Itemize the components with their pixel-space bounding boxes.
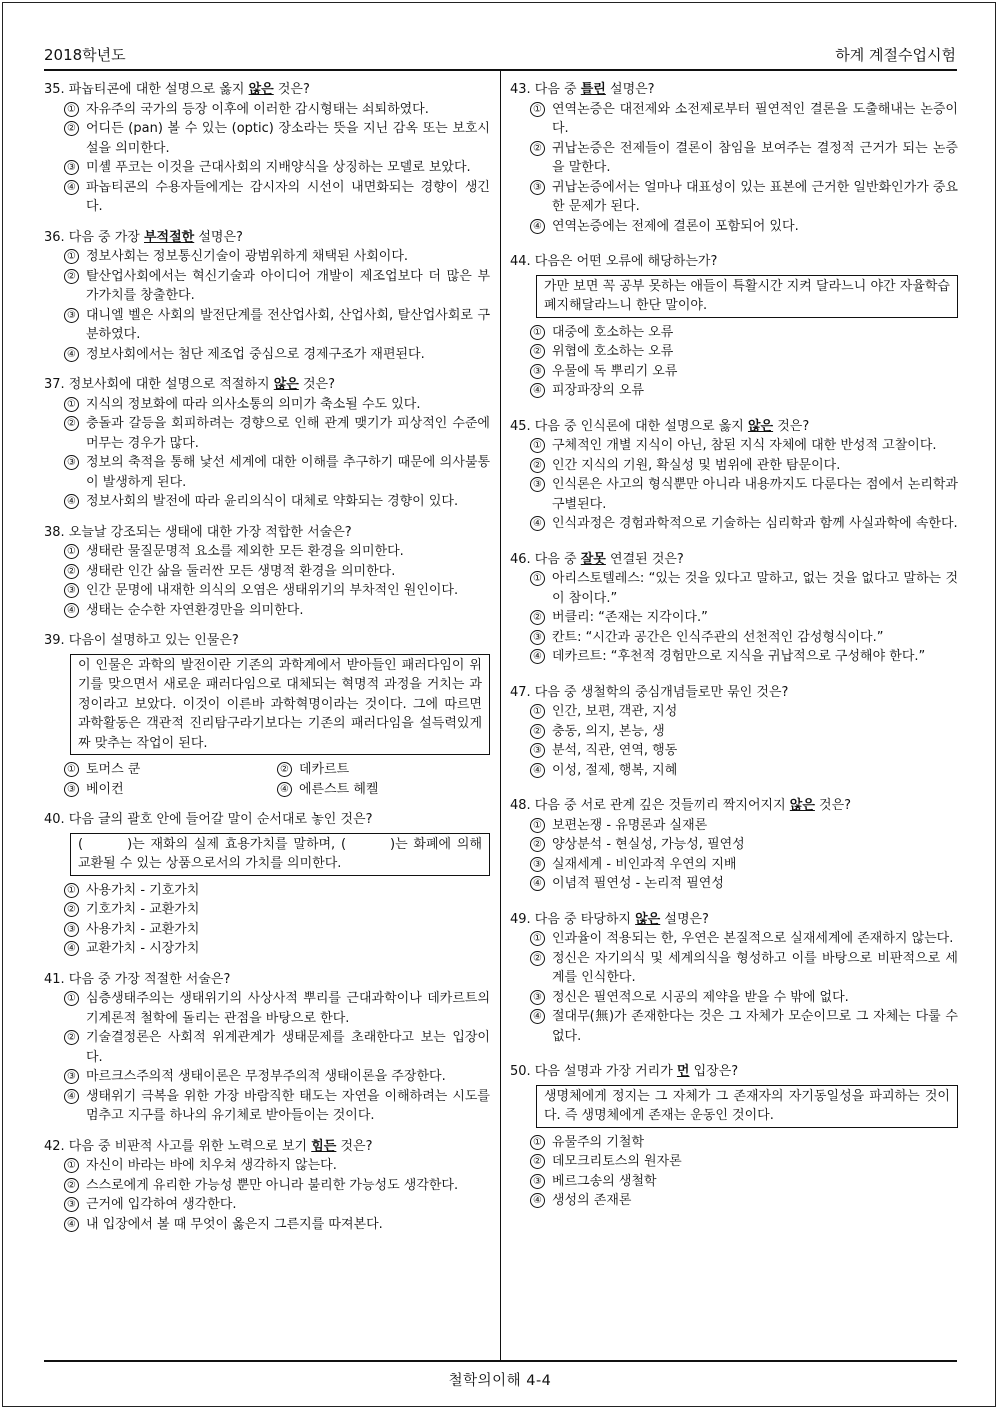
question-title: 37. 정보사회에 대한 설명으로 적절하지 않은 것은? — [44, 377, 335, 392]
question-title: 44. 다음은 어떤 오류에 해당하는가? — [510, 254, 718, 269]
option-4[interactable]: ④ 정보사회에서는 첨단 제조업 중심으로 경제구조가 재편된다. — [64, 345, 490, 365]
option-4[interactable]: ④ 생태는 순수한 자연환경만을 의미한다. — [64, 601, 490, 621]
option-3[interactable]: ③ 근거에 입각하여 생각한다. — [64, 1195, 490, 1215]
option-4[interactable]: ④ 생태위기 극복을 위한 가장 바람직한 태도는 자연을 이해하려는 시도를 멈추고 지구를 하나의 유기체로 받아들이는 것이다. — [64, 1087, 490, 1126]
option-2[interactable]: ② 탈산업사회에서는 혁신기술과 아이디어 개발이 제조업보다 더 많은 부가가치를 창출한다. — [64, 267, 490, 306]
option-2[interactable]: ② 스스로에게 유리한 가능성 뿐만 아니라 불리한 가능성도 생각한다. — [64, 1176, 490, 1196]
option-4[interactable]: ④ 데카르트: “후천적 경험만으로 지식을 귀납적으로 구성해야 한다.” — [530, 647, 958, 667]
question-title: 41. 다음 중 가장 적절한 서술은? — [44, 971, 231, 987]
question-38 — [44, 523, 490, 621]
option-4[interactable]: ④ 생성의 존재론 — [530, 1191, 958, 1211]
option-1[interactable]: ① 자신이 바라는 바에 치우쳐 생각하지 않는다. — [64, 1156, 490, 1176]
option-4[interactable]: ④ 이념적 필연성 - 논리적 필연성 — [530, 874, 958, 894]
question-44 — [510, 252, 958, 401]
options — [64, 542, 490, 620]
options — [64, 247, 490, 364]
header-year: 2018학년도 — [44, 46, 126, 64]
question-45 — [510, 417, 958, 534]
question-50 — [510, 1062, 958, 1211]
option-2[interactable]: ② 정신은 자기의식 및 세계의식을 형성하고 이를 바탕으로 비판적으로 세계를 인식한다. — [530, 949, 958, 988]
option-4[interactable]: ④ 이성, 절제, 행복, 지혜 — [530, 761, 958, 781]
option-4[interactable]: ④ 절대무(無)가 존재한다는 것은 그 자체가 모순이므로 그 자체는 다룰 수 없다. — [530, 1007, 958, 1046]
question-title: 46. 다음 중 잘못 연결된 것은? — [510, 551, 684, 567]
question-title: 45. 다음 중 인식론에 대한 설명으로 옳지 않은 것은? — [510, 418, 810, 434]
question-title: 47. 다음 중 생철학의 중심개념들로만 묶인 것은? — [510, 684, 789, 700]
question-title: 49. 다음 중 타당하지 않은 설명은? — [510, 911, 709, 927]
option-2[interactable]: ② 데모크리토스의 원자론 — [530, 1152, 958, 1172]
option-3[interactable]: ③ 베이컨 — [64, 780, 277, 800]
option-2[interactable]: ② 버클리: “존재는 지각이다.” — [530, 608, 958, 628]
option-4[interactable]: ④ 교환가치 - 시장가치 — [64, 939, 490, 959]
footer-page-number: 철학의이해 4-4 — [448, 1373, 552, 1389]
question-48 — [510, 796, 958, 894]
option-1[interactable]: ① 보편논쟁 - 유명론과 실재론 — [530, 816, 958, 836]
question-title: 35. 파놉티콘에 대한 설명으로 옳지 않은 것은? — [44, 82, 310, 97]
option-3[interactable]: ③ 분석, 직관, 연역, 행동 — [530, 741, 958, 761]
option-3[interactable]: ③ 인식론은 사고의 형식뿐만 아니라 내용까지도 다룬다는 점에서 논리학과 구별된다. — [530, 475, 958, 514]
option-3[interactable]: ③ 칸트: “시간과 공간은 인식주관의 선천적인 감성형식이다.” — [530, 628, 958, 648]
option-3[interactable]: ③ 베르그송의 생철학 — [530, 1172, 958, 1192]
question-title: 40. 다음 글의 괄호 안에 들어갈 말이 순서대로 놓인 것은? — [44, 812, 373, 827]
option-2[interactable]: ② 충돌과 갈등을 회피하려는 경향으로 인해 관계 맺기가 피상적인 수준에 머무는 경우가 많다. — [64, 414, 490, 453]
option-3[interactable]: ③ 대니엘 벨은 사회의 발전단계를 전산업사회, 산업사회, 탈산업사회로 구분하였다. — [64, 306, 490, 345]
option-2[interactable]: ② 어디든 (pan) 볼 수 있는 (optic) 장소라는 뜻을 지닌 감옥 또는 보호시설을 의미한다. — [64, 119, 490, 158]
options — [530, 929, 958, 1046]
options — [530, 1133, 958, 1211]
option-4[interactable]: ④ 연역논증에는 전제에 결론이 포함되어 있다. — [530, 217, 958, 237]
option-4[interactable]: ④ 에른스트 헤켈 — [277, 780, 490, 800]
passage-box: 생명체에게 정지는 그 자체가 그 존재자의 자기동일성을 파괴하는 것이다. 즉 생명체에게 존재는 운동인 것이다. — [536, 1085, 958, 1128]
passage-box: ( )는 재화의 실제 효용가치를 말하며, ( )는 화폐에 의해 교환될 수 있는 상품으로서의 가치를 의미한다. — [70, 833, 490, 876]
option-1[interactable]: ① 지식의 정보화에 따라 의사소통의 의미가 축소될 수도 있다. — [64, 395, 490, 415]
option-2[interactable]: ② 위협에 호소하는 오류 — [530, 342, 958, 362]
option-1[interactable]: ① 연역논증은 대전제와 소전제로부터 필연적인 결론을 도출해내는 논증이다. — [530, 100, 958, 139]
option-1[interactable]: ① 대중에 호소하는 오류 — [530, 323, 958, 343]
option-3[interactable]: ③ 미셸 푸코는 이것을 근대사회의 지배양식을 상징하는 모델로 보았다. — [64, 158, 490, 178]
option-2[interactable]: ② 생태란 인간 삶을 둘러싼 모든 생명적 환경을 의미한다. — [64, 562, 490, 582]
option-1[interactable]: ① 자유주의 국가의 등장 이후에 이러한 감시형태는 쇠퇴하였다. — [64, 100, 490, 120]
options — [530, 569, 958, 667]
option-1[interactable]: ① 토머스 쿤 — [64, 760, 277, 780]
options — [64, 100, 490, 217]
option-1[interactable]: ① 구체적인 개별 지식이 아닌, 참된 지식 자체에 대한 반성적 고찰이다. — [530, 436, 958, 456]
footer-divider — [44, 1360, 957, 1362]
option-1[interactable]: ① 심층생태주의는 생태위기의 사상사적 뿌리를 근대과학이나 데카르트의 기계론적 철학에 돌리는 관점을 바탕으로 한다. — [64, 989, 490, 1028]
options — [64, 395, 490, 512]
option-2[interactable]: ② 양상분석 - 현실성, 가능성, 필연성 — [530, 835, 958, 855]
question-36 — [44, 228, 490, 365]
question-35 — [44, 80, 490, 217]
question-43 — [510, 80, 958, 236]
option-2[interactable]: ② 기술결정론은 사회적 위계관계가 생태문제를 초래한다고 보는 입장이다. — [64, 1028, 490, 1067]
question-37 — [44, 375, 490, 512]
option-1[interactable]: ① 유물주의 기철학 — [530, 1133, 958, 1153]
question-46 — [510, 550, 958, 667]
question-title: 38. 오늘날 강조되는 생태에 대한 가장 적합한 서술은? — [44, 524, 352, 540]
option-3[interactable]: ③ 사용가치 - 교환가치 — [64, 920, 490, 940]
option-1[interactable]: ① 사용가치 - 기호가치 — [64, 881, 490, 901]
options — [64, 1156, 490, 1234]
right-column — [510, 80, 958, 1211]
option-2[interactable]: ② 기호가치 - 교환가치 — [64, 900, 490, 920]
option-3[interactable]: ③ 실재세계 - 비인과적 우연의 지배 — [530, 855, 958, 875]
option-3[interactable]: ③ 마르크스주의적 생태이론은 무정부주의적 생태이론을 주장한다. — [64, 1067, 490, 1087]
passage-box: 이 인물은 과학의 발전이란 기존의 과학계에서 받아들인 패러다임이 위기를 맞으면서 새로운 패러다임으로 대체되는 혁명적 과정을 거치는 과정이라고 보았다. 이것이 이른바 과학혁명이라는 것이다. 그에 따르면 과학활동은 객관적 진리탐구라기보다는 기존의 패러다임을 설득력있게 짜 맞추는 작업이 된다. — [70, 654, 490, 756]
option-1[interactable]: ① 인과율이 적용되는 한, 우연은 본질적으로 실재세계에 존재하지 않는다. — [530, 929, 958, 949]
option-1[interactable]: ① 인간, 보편, 객관, 지성 — [530, 702, 958, 722]
option-1[interactable]: ① 아리스토텔레스: “있는 것을 있다고 말하고, 없는 것을 없다고 말하는 것이 참이다.” — [530, 569, 958, 608]
question-title: 42. 다음 중 비판적 사고를 위한 노력으로 보기 힘든 것은? — [44, 1138, 373, 1154]
option-2[interactable]: ② 귀납논증은 전제들이 결론이 참임을 보여주는 결정적 근거가 되는 논증을 말한다. — [530, 139, 958, 178]
option-3[interactable]: ③ 인간 문명에 내재한 의식의 오염은 생태위기의 부차적인 원인이다. — [64, 581, 490, 601]
question-title: 48. 다음 중 서로 관계 깊은 것들끼리 짝지어지지 않은 것은? — [510, 798, 852, 813]
question-49 — [510, 910, 958, 1047]
options — [64, 760, 490, 799]
option-1[interactable]: ① 생태란 물질문명적 요소를 제외한 모든 환경을 의미한다. — [64, 542, 490, 562]
question-title: 43. 다음 중 틀린 설명은? — [510, 82, 655, 97]
left-column — [44, 80, 490, 1234]
options — [530, 436, 958, 534]
option-2[interactable]: ② 데카르트 — [277, 760, 490, 780]
option-2[interactable]: ② 인간 지식의 기원, 확실성 및 범위에 관한 탐문이다. — [530, 456, 958, 476]
options — [64, 989, 490, 1126]
option-4[interactable]: ④ 인식과정은 경험과학적으로 기술하는 심리학과 함께 사실과학에 속한다. — [530, 514, 958, 534]
question-41 — [44, 970, 490, 1126]
option-2[interactable]: ② 충동, 의지, 본능, 생 — [530, 722, 958, 742]
option-3[interactable]: ③ 정보의 축적을 통해 낯선 세계에 대한 이해를 추구하기 때문에 의사불통이 발생하게 된다. — [64, 453, 490, 492]
options — [530, 323, 958, 401]
question-39 — [44, 631, 490, 799]
options — [64, 881, 490, 959]
header-exam-title: 하계 계절수업시험 — [835, 46, 956, 64]
question-47 — [510, 683, 958, 781]
options — [530, 100, 958, 237]
option-4[interactable]: ④ 피장파장의 오류 — [530, 381, 958, 401]
option-4[interactable]: ④ 정보사회의 발전에 따라 윤리의식이 대체로 약화되는 경향이 있다. — [64, 492, 490, 512]
passage-box: 가만 보면 꼭 공부 못하는 애들이 특활시간 지켜 달라느니 야간 자율학습 폐지해달라느니 한단 말이야. — [536, 275, 958, 318]
option-3[interactable]: ③ 정신은 필연적으로 시공의 제약을 받을 수 밖에 없다. — [530, 988, 958, 1008]
question-title: 39. 다음이 설명하고 있는 인물은? — [44, 633, 239, 648]
option-4[interactable]: ④ 내 입장에서 볼 때 무엇이 옳은지 그른지를 따져본다. — [64, 1215, 490, 1235]
option-4[interactable]: ④ 파놉티콘의 수용자들에게는 감시자의 시선이 내면화되는 경향이 생긴다. — [64, 178, 490, 217]
question-title: 50. 다음 설명과 가장 거리가 먼 입장은? — [510, 1064, 739, 1079]
options — [530, 816, 958, 894]
option-1[interactable]: ① 정보사회는 정보통신기술이 광범위하게 채택된 사회이다. — [64, 247, 490, 267]
options — [530, 702, 958, 780]
question-42 — [44, 1137, 490, 1235]
option-3[interactable]: ③ 우물에 독 뿌리기 오류 — [530, 362, 958, 382]
question-title: 36. 다음 중 가장 부적절한 설명은? — [44, 229, 243, 245]
option-3[interactable]: ③ 귀납논증에서는 얼마나 대표성이 있는 표본에 근거한 일반화인가가 중요한 문제가 된다. — [530, 178, 958, 217]
column-divider — [500, 71, 501, 1360]
question-40 — [44, 810, 490, 959]
